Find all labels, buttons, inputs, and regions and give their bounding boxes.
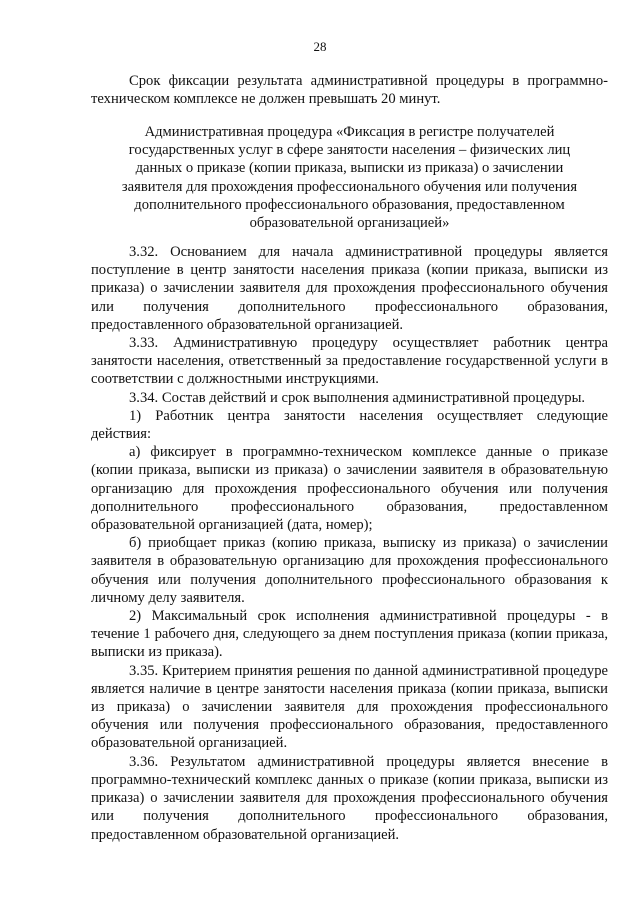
paragraph-3-34: 3.34. Состав действий и срок выполнения административной процедуры. <box>129 389 586 406</box>
paragraph-item-1: 1) Работник центра занятости населения осуществляет следующие действия: <box>91 407 608 443</box>
intro-paragraph: Срок фиксации результата административной процедуры в программно-техническом комплексе не должен превышать 20 минут. <box>91 73 608 108</box>
paragraph-item-b: б) приобщает приказ (копию приказа, выписку из приказа) о зачислении заявителя в образовательную организацию для прохождения профессионального обучения или получения дополнительного профессионального образования к личному делу заявителя. <box>91 535 608 606</box>
page-number: 28 <box>313 39 327 54</box>
paragraph-3-36: 3.36. Результатом административной процедуры является внесение в программно-технический комплекс данных о приказе (копии приказа, выписки из приказа) о зачислении заявителя для прохождения профессионального обучения или получения дополнительного профессионального образования, предоставленном образовательной организацией. <box>91 753 608 843</box>
section-heading: Административная процедура «Фиксация в регистре получателей государственных услуг в сфере занятости населения – физических лиц данных о приказе (копии приказа, выписки из приказа) о зачислении заявителя для прохождения профессионального обучения или получения дополнительного профессионального образования, предоставленном образовательной организацией» <box>121 124 578 232</box>
paragraph-item-a: а) фиксирует в программно-техническом комплексе данные о приказе (копии приказа, выписки из приказа) о зачислении заявителя в образовательную организацию для прохождения профессионального обучения или получения дополнительного профессионального образования, предоставленном образовательной организацией (дата, номер); <box>91 444 608 534</box>
paragraph-3-33: 3.33. Административную процедуру осуществляет работник центра занятости населения, ответственный за предоставление государственной услуги в соответствии с должностными инструкциями. <box>91 335 608 388</box>
paragraph-3-32: 3.32. Основанием для начала административной процедуры является поступление в центр занятости населения приказа (копии приказа, выписки из приказа) о зачислении заявителя для прохождения профессионального обучения или получения дополнительного профессионального образования, предоставленного образовательной организацией. <box>91 244 608 333</box>
paragraph-3-35: 3.35. Критерием принятия решения по данной административной процедуре является наличие в центре занятости населения приказа (копии приказа, выписки из приказа) о зачислении заявителя для прохождения профессионального обучения или получения профессионального образования, предоставленного образовательной организацией. <box>91 662 608 752</box>
body-block <box>91 243 608 844</box>
paragraph-item-2: 2) Максимальный срок исполнения административной процедуры - в течение 1 рабочего дня, следующего за днем поступления приказа (копии приказа, выписки из приказа). <box>91 608 608 661</box>
intro-block <box>91 72 608 108</box>
section-heading-block <box>91 123 608 232</box>
